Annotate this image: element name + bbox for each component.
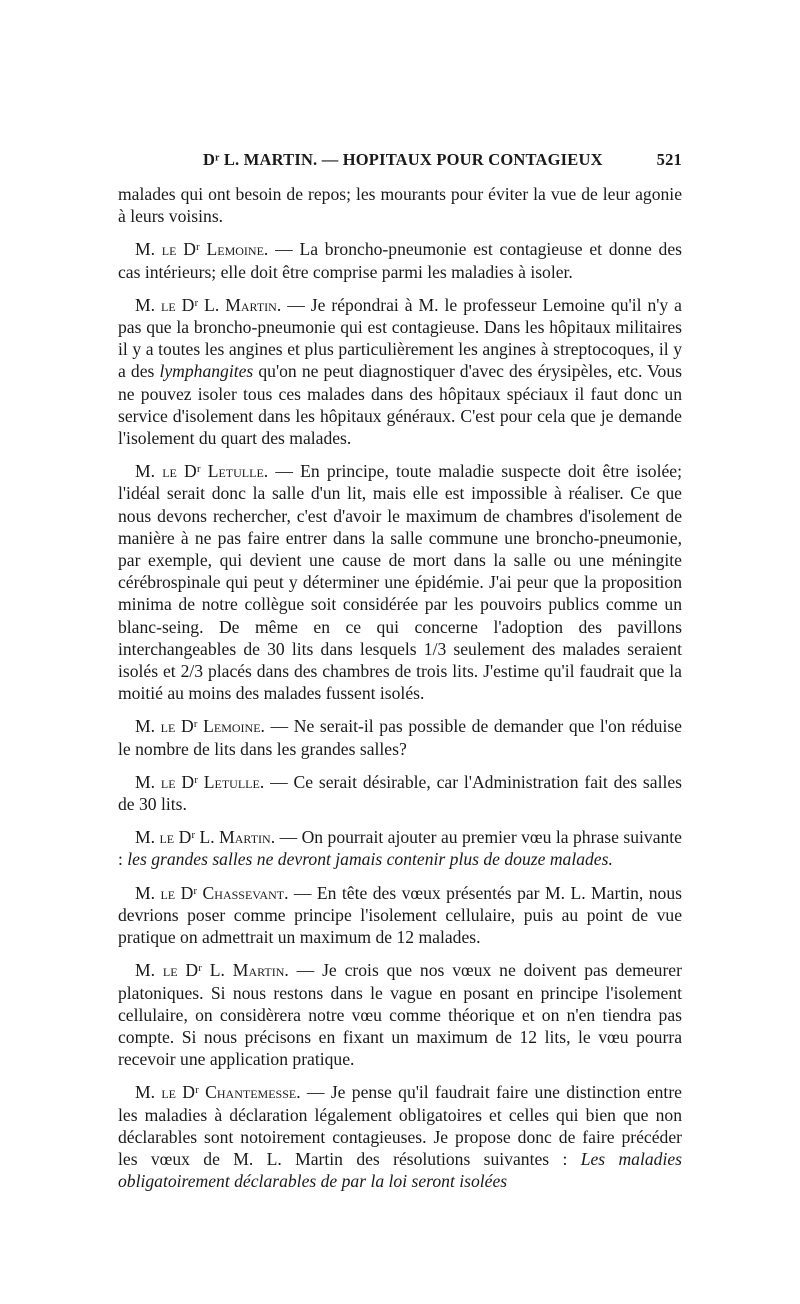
italic-resolution: Les maladies obligatoirement déclarables de par la loi seront isolées <box>118 1148 683 1192</box>
speaker-name: M. le Dʳ Chassevant. <box>135 882 289 903</box>
paragraph-lemoine <box>118 715 682 759</box>
paragraph-text: — En principe, toute maladie suspecte doit être isolée; l'idéal serait donc la salle d'un lit, mais elle est impossible à réaliser. Ce que nous devons rechercher, c'est d'avoir le maximum de chambres d'isolement de manière à ne pas faire entrer dans la salle commune une broncho-pneumonie, par exemple, qui devient une cause de mort dans la salle ou une méningite cérébrospinale qui peut y déterminer une épidémie. J'ai peur que la proposition minima de notre collègue soit considérée par les pouvoirs publics comme un blanc-seing. De même en ce qui concerne l'adoption des pavillons interchangeables de 30 lits dans lesquels 1/3 seulement des malades seraient isolés et 2/3 placés dans des chambres de trois lits. J'estime qu'il faudrait que la moitié au moins des malades fussent isolés. <box>118 461 682 704</box>
italic-term: lymphangites <box>159 361 254 382</box>
page-number: 521 <box>656 150 682 169</box>
paragraph-martin <box>118 826 682 870</box>
paragraph-lemoine <box>118 238 682 282</box>
paragraph-martin <box>118 959 682 1070</box>
paragraph-text: malades qui ont besoin de repos; les mourants pour éviter la vue de leur agonie à leurs voisins. <box>118 184 682 227</box>
paragraph-text: — On pourrait ajouter au premier vœu la phrase suivante : <box>118 827 682 870</box>
paragraph-chassevant <box>118 882 682 949</box>
italic-proposal: les grandes salles ne devront jamais contenir plus de douze malades. <box>127 849 613 870</box>
speaker-name: M. le Dʳ Chantemesse. <box>135 1082 301 1103</box>
paragraph-chantemesse <box>118 1081 682 1192</box>
page-body <box>118 183 682 1203</box>
paragraph-text: qu'on ne peut diagnostiquer d'avec des érysipèles, etc. Vous ne pouvez isoler tous ces malades dans des hôpitaux spéciaux il faut donc un service d'isolement dans les hôpitaux généraux. C'est pour cela que je demande l'isolement du quart des malades. <box>118 361 682 449</box>
speaker-name: M. le Dʳ L. Martin. <box>135 294 282 315</box>
paragraph-continuation <box>118 183 682 227</box>
paragraph-martin <box>118 294 682 449</box>
paragraph-text: — En tête des vœux présentés par M. L. Martin, nous devrions poser comme principe l'isolement cellulaire, puis au point de vue pratique on admettrait un maximum de 12 malades. <box>118 882 682 948</box>
paragraph-text: — Ce serait désirable, car l'Administration fait des salles de 30 lits. <box>118 771 683 815</box>
paragraph-letulle <box>118 460 682 704</box>
paragraph-text: — Je répondrai à M. le professeur Lemoine qu'il n'y a pas que la broncho-pneumonie qui est contagieuse. Dans les hôpitaux militaires il y a toutes les angines et plus particulièrement les angines à streptocoques, il y a des <box>118 294 682 382</box>
speaker-name: M. le Dʳ Letulle. <box>135 771 265 792</box>
speaker-name: M. le Dʳ Letulle. <box>135 461 269 482</box>
running-header <box>118 150 682 176</box>
paragraph-text: — Ne serait-il pas possible de demander que l'on réduise le nombre de lits dans les grandes salles? <box>118 716 682 759</box>
paragraph-letulle <box>118 771 682 815</box>
paragraph-text: — La broncho-pneumonie est contagieuse et donne des cas intérieurs; elle doit être comprise parmi les maladies à isoler. <box>118 239 682 282</box>
paragraph-text: — Je pense qu'il faudrait faire une distinction entre les maladies à déclaration légalement obligatoires et celles qui bien que non déclarables sont notoirement contagieuses. Je propose donc de faire précéder les vœux de M. L. Martin des résolutions suivantes : <box>118 1082 682 1169</box>
speaker-name: M. le Dʳ L. Martin. <box>135 827 276 848</box>
speaker-name: M. le Dʳ Lemoine. <box>135 716 265 737</box>
paragraph-text: — Je crois que nos vœux ne doivent pas demeurer platoniques. Si nous restons dans le vague en posant en principe l'isolement cellulaire, on considèrera notre vœu comme théorique et on n'en tiendra pas compte. Si nous précisons en fixant un maximum de 12 lits, le vœu pourra recevoir une application pratique. <box>118 960 682 1070</box>
speaker-name: M. le Dʳ Lemoine. <box>135 239 269 260</box>
running-title: Dʳ L. MARTIN. — HOPITAUX POUR CONTAGIEUX <box>203 150 603 169</box>
speaker-name: M. le Dʳ L. Martin. <box>135 960 289 981</box>
